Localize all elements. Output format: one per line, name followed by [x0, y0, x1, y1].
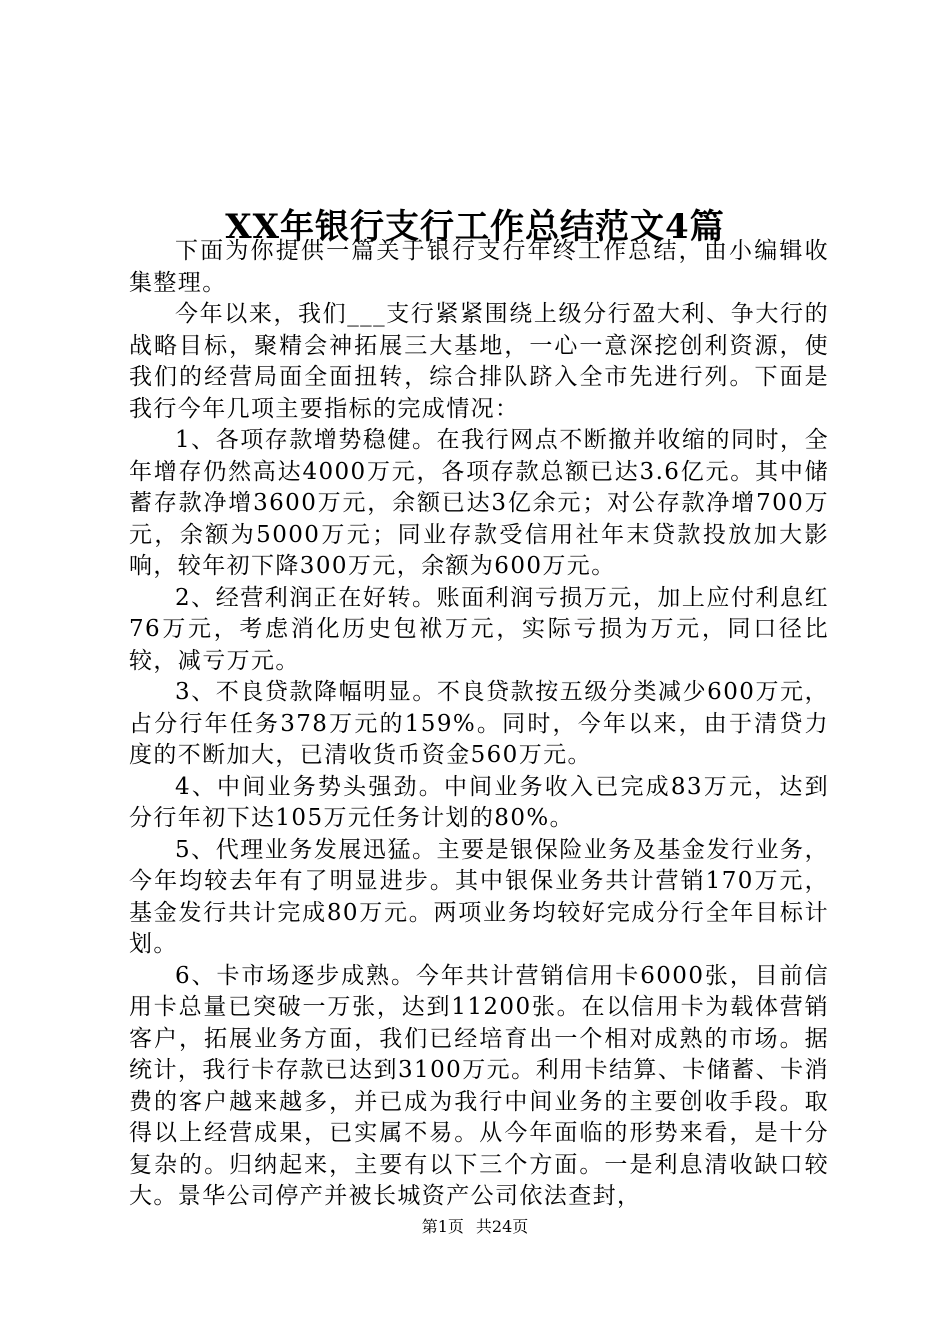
paragraph-item-5: 5、代理业务发展迅猛。主要是银保险业务及基金发行业务，今年均较去年有了明显进步。其中银保业务共计营销170万元，基金发行共计完成80万元。两项业务均较好完成分行全年目标计划。	[129, 836, 829, 957]
paragraph-item-2: 2、经营利润正在好转。账面利润亏损万元，加上应付利息红76万元，考虑消化历史包袱万元，实际亏损为万元，同口径比较，减亏万元。	[129, 584, 829, 674]
paragraph-intro: 下面为你提供一篇关于银行支行年终工作总结，由小编辑收集整理。	[129, 238, 829, 296]
page-footer	[0, 1216, 950, 1238]
paragraph-item-1: 1、各项存款增势稳健。在我行网点不断撤并收缩的同时，全年增存仍然高达4000万元，各项存款总额已达3.6亿元。其中储蓄存款净增3600万元，余额已达3亿余元；对公存款净增700万元，余额为5000万元；同业存款受信用社年末贷款投放加大影响，较年初下降300万元，余额为600万元。	[129, 427, 829, 579]
paragraph-overview: 今年以来，我们___支行紧紧围绕上级分行盈大利、争大行的战略目标，聚精会神拓展三大基地，一心一意深挖创利资源，使我们的经营局面全面扭转，综合排队跻入全市先进行列。下面是我行今年几项主要指标的完成情况：	[129, 301, 829, 422]
page-total: 共24页	[475, 1217, 529, 1236]
document-title: XX年银行支行工作总结范文4篇	[225, 206, 725, 247]
document-body	[129, 236, 829, 1213]
paragraph-item-4: 4、中间业务势头强劲。中间业务收入已完成83万元，达到分行年初下达105万元任务计划的80%。	[129, 773, 829, 831]
paragraph-item-3: 3、不良贷款降幅明显。不良贷款按五级分类减少600万元，占分行年任务378万元的159%。同时，今年以来，由于清贷力度的不断加大，已清收货币资金560万元。	[129, 679, 829, 768]
page-number: 第1页	[421, 1217, 464, 1236]
paragraph-item-6: 6、卡市场逐步成熟。今年共计营销信用卡6000张，目前信用卡总量已突破一万张，达到11200张。在以信用卡为载体营销客户，拓展业务方面，我们已经培育出一个相对成熟的市场。据统计，我行卡存款已达到3100万元。利用卡结算、卡储蓄、卡消费的客户越来越多，并已成为我行中间业务的主要创收手段。取得以上经营成果，已实属不易。从今年面临的形势来看，是十分复杂的。归纳起来，主要有以下三个方面。一是利息清收缺口较大。景华公司停产并被长城资产公司依法查封，	[129, 962, 829, 1209]
